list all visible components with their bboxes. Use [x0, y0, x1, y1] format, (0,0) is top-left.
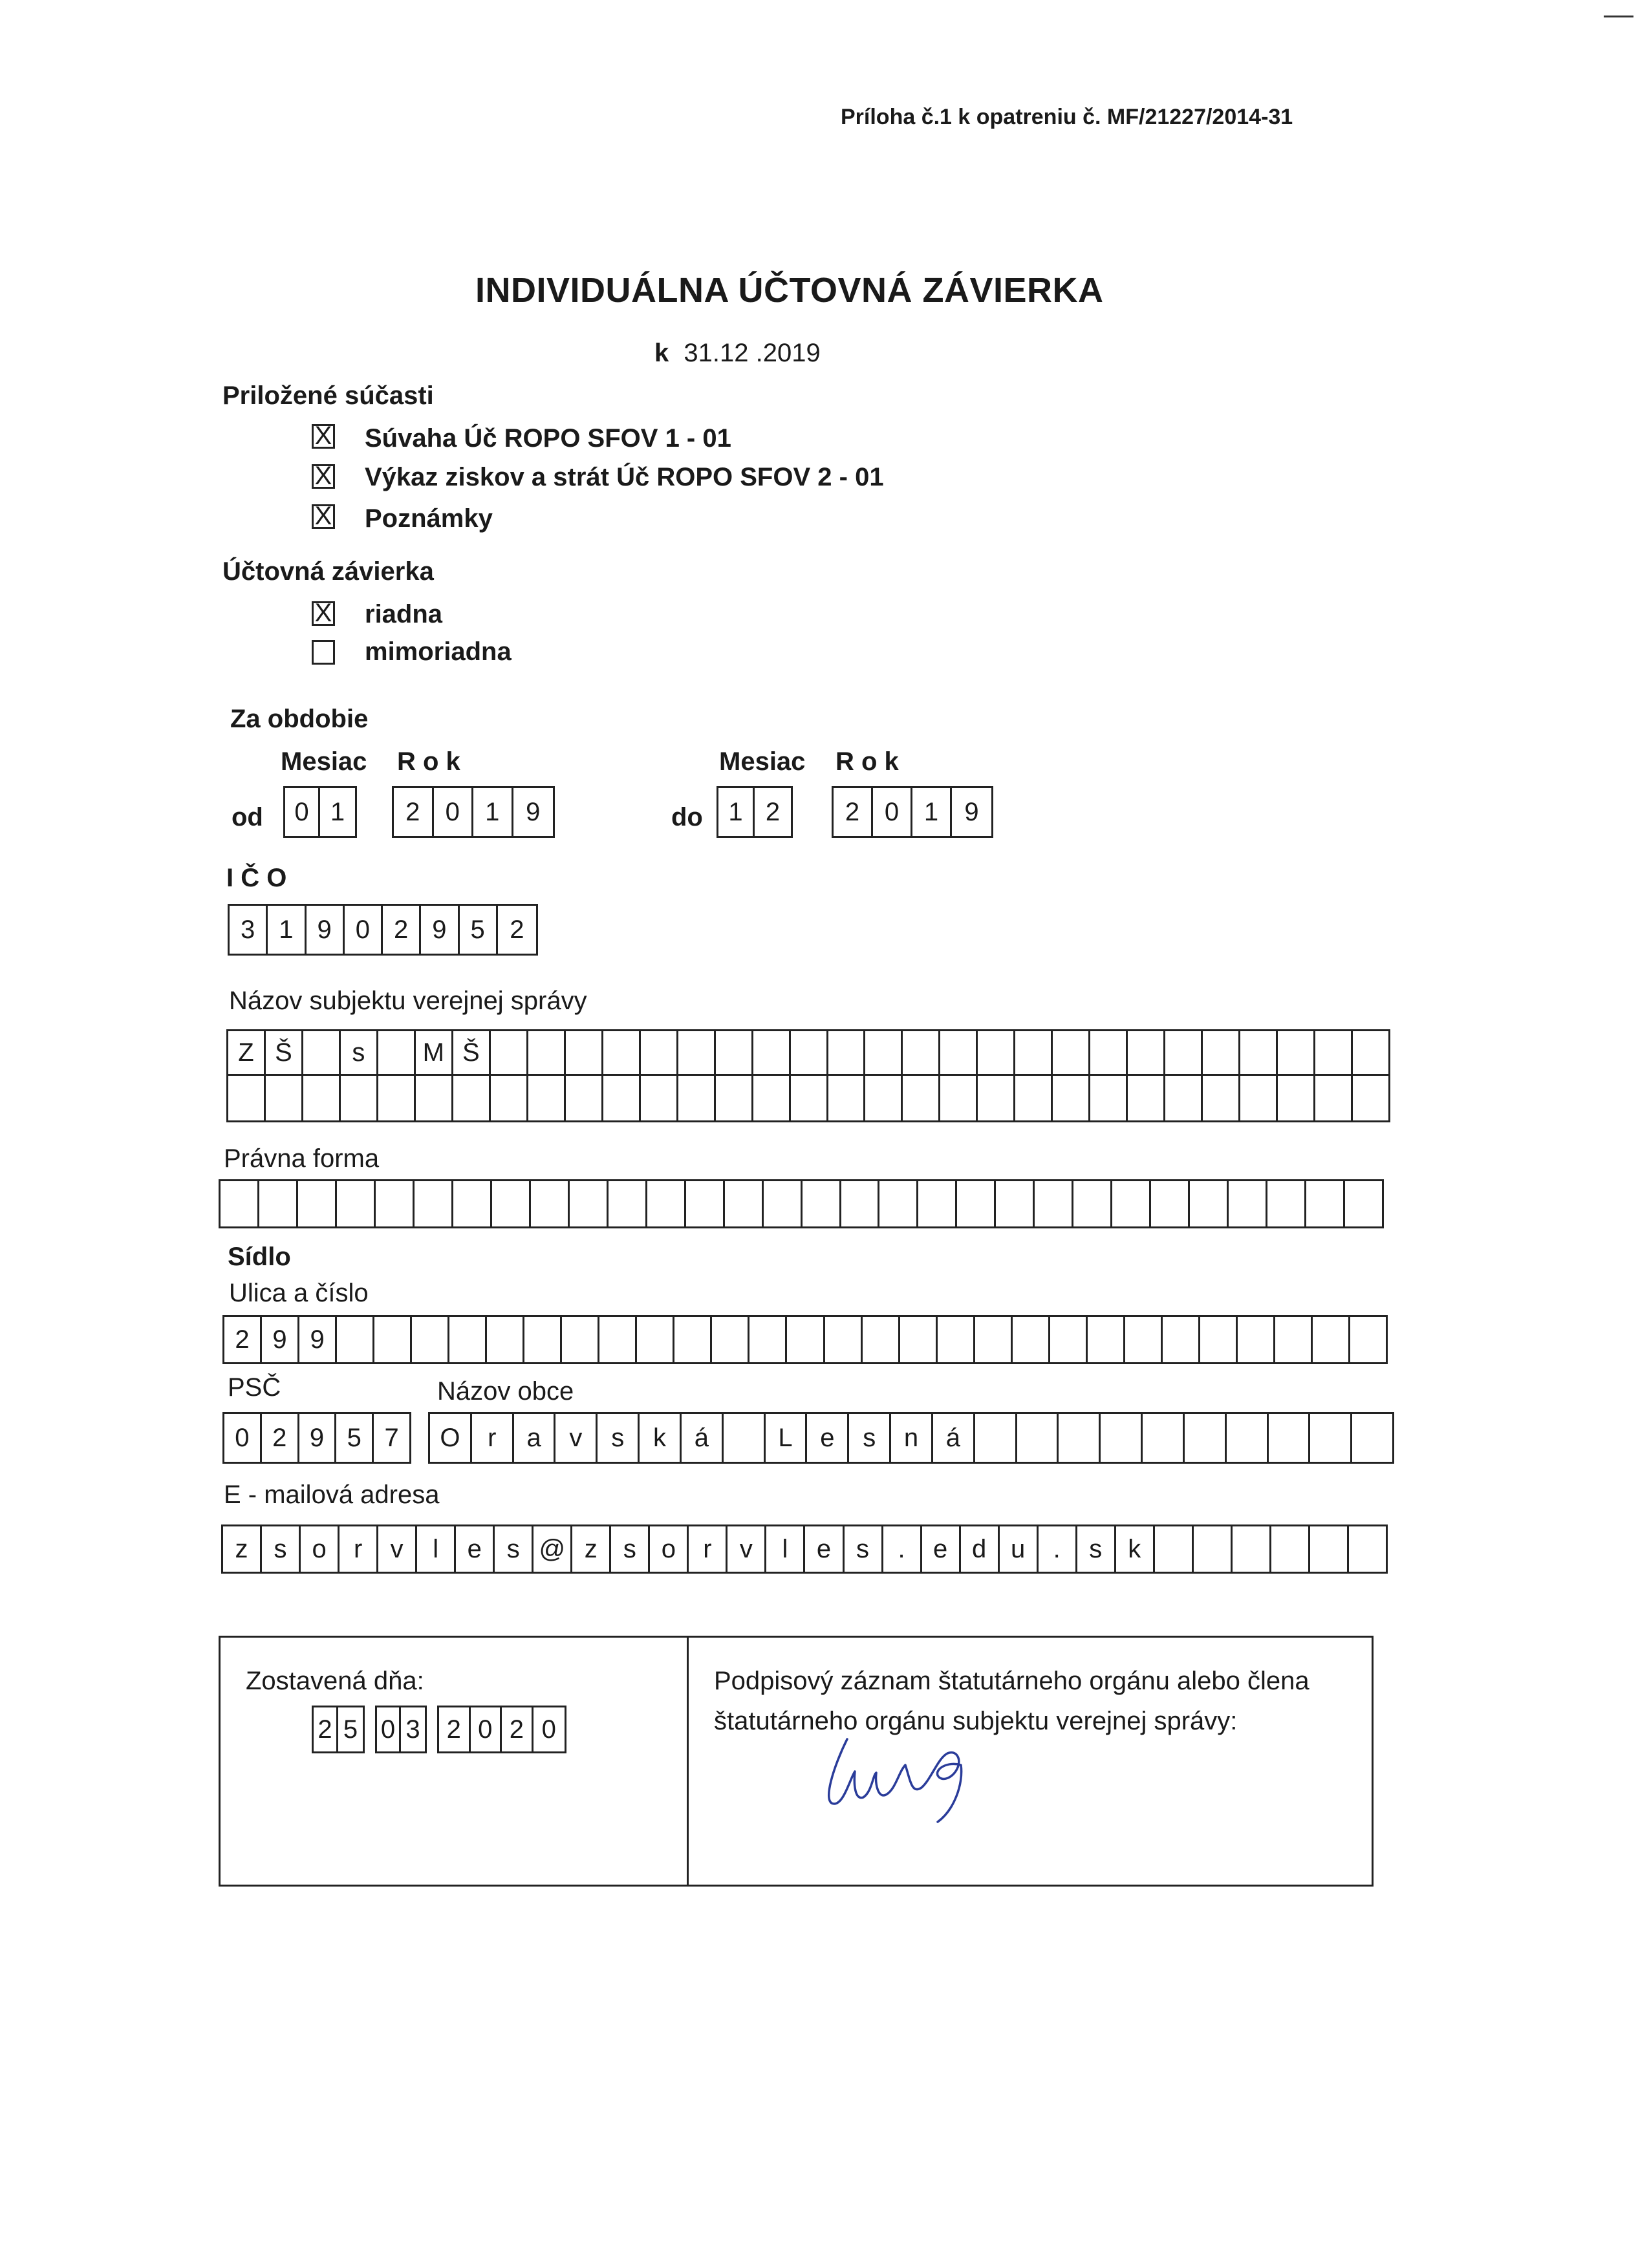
en-row1-cell: Š: [453, 1031, 491, 1074]
em-row-cell: l: [766, 1526, 805, 1572]
date-line: [654, 339, 821, 368]
en-row1-cell: [1203, 1031, 1240, 1074]
em-row-cell: o: [301, 1526, 339, 1572]
ico-digit: 2: [510, 915, 524, 944]
en-row1-cell: [716, 1031, 753, 1074]
en-row2-cell: [1090, 1076, 1128, 1120]
lf-row-cell: [841, 1181, 880, 1226]
psc-row-cell: 0: [224, 1414, 262, 1462]
city-row-cell: [724, 1414, 766, 1462]
st-row-cell: [1088, 1317, 1125, 1362]
signature-label-line-1: Podpisový záznam štatutárneho orgánu alebo člena: [714, 1667, 1310, 1695]
em-row-cell: u: [1000, 1526, 1039, 1572]
compiled-month-digit: 0: [377, 1707, 401, 1751]
compiled-label: Zostavená dňa:: [246, 1667, 424, 1695]
en-row1-cell: [678, 1031, 716, 1074]
ico-digit: 9: [307, 906, 345, 954]
city-row-cell: [1017, 1414, 1059, 1462]
signature-label-line-2: štatutárneho orgánu subjektu verejnej správy:: [714, 1707, 1238, 1735]
en-row2-cell: [865, 1076, 903, 1120]
psc-row-cell: 5: [336, 1414, 374, 1462]
to-month-field[interactable]: [717, 786, 793, 838]
st-row-cell: [1313, 1317, 1350, 1362]
em-row-cell: v: [378, 1526, 417, 1572]
street-field[interactable]: [222, 1315, 1388, 1364]
lf-row-cell: [298, 1181, 337, 1226]
psc-row-cell: 2: [262, 1414, 299, 1462]
city-row-cell: [1310, 1414, 1352, 1462]
em-row-cell: r: [689, 1526, 727, 1572]
lf-row-cell: [1306, 1181, 1345, 1226]
psc-label: PSČ: [228, 1373, 281, 1402]
city-row-cell: á: [682, 1414, 724, 1462]
city-row-cell: s: [598, 1414, 640, 1462]
city-row-cell: [1352, 1414, 1392, 1462]
em-row-cell: .: [883, 1526, 922, 1572]
em-row-cell: s: [262, 1526, 301, 1572]
em-row-cell: [1233, 1526, 1271, 1572]
en-row2-cell: [753, 1076, 791, 1120]
em-row-cell: l: [417, 1526, 456, 1572]
em-row-cell: s: [495, 1526, 534, 1572]
lf-row-cell: [957, 1181, 996, 1226]
en-row1-cell: [1278, 1031, 1315, 1074]
period-heading: Za obdobie: [230, 705, 369, 733]
em-row-cell: e: [805, 1526, 844, 1572]
en-row2-cell: [1165, 1076, 1203, 1120]
city-row-cell: a: [514, 1414, 556, 1462]
statement-type-heading: Účtovná závierka: [222, 557, 434, 586]
city-row-cell: O: [430, 1414, 472, 1462]
lf-row-cell: [1035, 1181, 1073, 1226]
en-row2-cell: [491, 1076, 528, 1120]
en-row2-cell: [1353, 1076, 1388, 1120]
compiled-year-field[interactable]: [437, 1706, 566, 1753]
en-row2-cell: [566, 1076, 603, 1120]
city-row-cell: [1227, 1414, 1269, 1462]
city-row-cell: á: [933, 1414, 975, 1462]
from-year-digit: 0: [434, 788, 474, 836]
st-row-cell: [449, 1317, 487, 1362]
en-row1-cell: [1315, 1031, 1353, 1074]
lf-row-cell: [376, 1181, 415, 1226]
st-row-cell: 9: [299, 1317, 337, 1362]
compiled-year-digit: 2: [439, 1707, 471, 1751]
checkbox-regular[interactable]: X: [312, 601, 335, 626]
compiled-month-digit: 3: [405, 1715, 420, 1744]
page-title: INDIVIDUÁLNA ÚČTOVNÁ ZÁVIERKA: [475, 271, 1104, 310]
annex-reference: Príloha č.1 k opatreniu č. MF/21227/2014-31: [841, 105, 1293, 129]
en-row1-cell: [491, 1031, 528, 1074]
handwritten-signature: [808, 1720, 1002, 1830]
en-row2-cell: [641, 1076, 678, 1120]
en-row2-cell: [1315, 1076, 1353, 1120]
em-row-cell: s: [845, 1526, 883, 1572]
lf-row-cell: [492, 1181, 531, 1226]
label-notes: Poznámky: [365, 504, 493, 533]
city-row-cell: [1059, 1414, 1101, 1462]
label-profit-loss: Výkaz ziskov a strát Úč ROPO SFOV 2 - 01: [365, 463, 884, 491]
en-row2-cell: [903, 1076, 940, 1120]
st-row-cell: [1163, 1317, 1200, 1362]
city-row-cell: s: [849, 1414, 891, 1462]
st-row-cell: [337, 1317, 374, 1362]
entity-name-row-2[interactable]: [226, 1076, 1390, 1122]
en-row2-cell: [678, 1076, 716, 1120]
en-row2-cell: [266, 1076, 303, 1120]
from-year-digit: 9: [526, 797, 541, 826]
city-row-cell: [975, 1414, 1017, 1462]
lf-row-cell: [1073, 1181, 1112, 1226]
en-row2-cell: [603, 1076, 641, 1120]
date-value: 31.12 .2019: [684, 339, 821, 367]
city-row-cell: [1143, 1414, 1185, 1462]
en-row2-cell: [1053, 1076, 1090, 1120]
lf-row-cell: [879, 1181, 918, 1226]
city-row-cell: k: [640, 1414, 682, 1462]
st-row-cell: [562, 1317, 599, 1362]
lf-row-cell: [337, 1181, 376, 1226]
en-row1-cell: [603, 1031, 641, 1074]
st-row-cell: [1050, 1317, 1088, 1362]
st-row-cell: [374, 1317, 412, 1362]
entity-name-label: Názov subjektu verejnej správy: [229, 987, 587, 1015]
lf-row-cell: [647, 1181, 686, 1226]
compiled-day-field[interactable]: [312, 1706, 365, 1753]
from-year-digit: 2: [394, 788, 434, 836]
st-row-cell: [900, 1317, 938, 1362]
en-row2-cell: [1278, 1076, 1315, 1120]
city-row-cell: L: [766, 1414, 808, 1462]
en-row2-cell: [1203, 1076, 1240, 1120]
lf-row-cell: [1151, 1181, 1190, 1226]
checkbox-profit-loss[interactable]: X: [312, 464, 335, 489]
date-prefix: k: [654, 339, 669, 367]
en-row2-cell: [416, 1076, 453, 1120]
st-row-cell: [1350, 1317, 1386, 1362]
st-row-cell: [863, 1317, 900, 1362]
en-row1-cell: [828, 1031, 866, 1074]
seat-heading: Sídlo: [228, 1243, 291, 1271]
en-row1-cell: M: [416, 1031, 453, 1074]
em-row-cell: [1155, 1526, 1194, 1572]
st-row-cell: [1125, 1317, 1163, 1362]
compiled-day-digit: 5: [343, 1715, 358, 1744]
lf-row-cell: [609, 1181, 647, 1226]
legal-form-label: Právna forma: [224, 1144, 380, 1173]
en-row2-cell: [978, 1076, 1015, 1120]
en-row1-cell: [753, 1031, 791, 1074]
to-year-digit: 9: [964, 797, 979, 826]
en-row1-cell: Š: [266, 1031, 303, 1074]
label-balance-sheet: Súvaha Úč ROPO SFOV 1 - 01: [365, 424, 731, 453]
lf-row-cell: [1112, 1181, 1151, 1226]
en-row1-cell: s: [341, 1031, 378, 1074]
em-row-cell: [1349, 1526, 1386, 1572]
em-row-cell: z: [223, 1526, 262, 1572]
st-row-cell: [524, 1317, 562, 1362]
st-row-cell: 2: [224, 1317, 262, 1362]
checkbox-balance-sheet[interactable]: X: [312, 424, 335, 449]
en-row2-cell: [828, 1076, 866, 1120]
st-row-cell: [825, 1317, 863, 1362]
en-row1-cell: [566, 1031, 603, 1074]
en-row1-cell: [1128, 1031, 1165, 1074]
ico-digit: 9: [421, 906, 459, 954]
lf-row-cell: [453, 1181, 492, 1226]
compiled-year-digit: 0: [471, 1707, 502, 1751]
lf-row-cell: [686, 1181, 725, 1226]
em-row-cell: e: [456, 1526, 495, 1572]
label-regular: riadna: [365, 600, 443, 628]
st-row-cell: [1200, 1317, 1238, 1362]
em-row-cell: @: [534, 1526, 572, 1572]
en-row2-cell: [940, 1076, 978, 1120]
ico-digit: 2: [383, 906, 421, 954]
city-row-cell: [1185, 1414, 1227, 1462]
em-row-cell: e: [922, 1526, 961, 1572]
en-row2-cell: [453, 1076, 491, 1120]
en-row1-cell: [1015, 1031, 1053, 1074]
en-row2-cell: [1240, 1076, 1278, 1120]
en-row1-cell: [378, 1031, 416, 1074]
ico-label: I Č O: [226, 864, 287, 892]
city-row-cell: [1269, 1414, 1311, 1462]
from-year-field[interactable]: [392, 786, 555, 838]
em-row-cell: [1310, 1526, 1349, 1572]
st-row-cell: [938, 1317, 975, 1362]
st-row-cell: [975, 1317, 1013, 1362]
en-row2-cell: [378, 1076, 416, 1120]
street-label: Ulica a číslo: [229, 1279, 369, 1307]
st-row-cell: [599, 1317, 637, 1362]
to-year-label: R o k: [835, 747, 899, 776]
lf-row-cell: [221, 1181, 259, 1226]
email-field[interactable]: [221, 1524, 1388, 1574]
en-row2-cell: [341, 1076, 378, 1120]
lf-row-cell: [1345, 1181, 1382, 1226]
en-row2-cell: [303, 1076, 341, 1120]
from-month-digit: 0: [285, 788, 320, 836]
psc-row-cell: 9: [299, 1414, 337, 1462]
from-month-label: Mesiac: [281, 747, 367, 776]
label-extraordinary: mimoriadna: [365, 637, 512, 666]
entity-name-row-1[interactable]: [226, 1029, 1390, 1076]
to-year-digit: 2: [834, 788, 873, 836]
en-row1-cell: [303, 1031, 341, 1074]
from-month-digit: 1: [330, 797, 345, 826]
en-row1-cell: [940, 1031, 978, 1074]
compiled-year-digit: 2: [502, 1707, 534, 1751]
city-row-cell: v: [555, 1414, 598, 1462]
from-label: od: [232, 803, 263, 831]
en-row2-cell: [528, 1076, 566, 1120]
st-row-cell: [487, 1317, 524, 1362]
st-row-cell: [1238, 1317, 1275, 1362]
ico-digit: 0: [345, 906, 383, 954]
st-row-cell: 9: [262, 1317, 299, 1362]
em-row-cell: o: [650, 1526, 689, 1572]
email-label: E - mailová adresa: [224, 1481, 440, 1509]
lf-row-cell: [1190, 1181, 1229, 1226]
st-row-cell: [637, 1317, 674, 1362]
em-row-cell: k: [1116, 1526, 1155, 1572]
st-row-cell: [412, 1317, 449, 1362]
em-row-cell: r: [339, 1526, 378, 1572]
to-month-label: Mesiac: [719, 747, 806, 776]
checkbox-extraordinary[interactable]: [312, 640, 335, 665]
en-row1-cell: [1165, 1031, 1203, 1074]
lf-row-cell: [1229, 1181, 1267, 1226]
en-row1-cell: [528, 1031, 566, 1074]
en-row1-cell: [1240, 1031, 1278, 1074]
en-row2-cell: [1015, 1076, 1053, 1120]
em-row-cell: z: [572, 1526, 611, 1572]
lf-row-cell: [725, 1181, 764, 1226]
from-month-field[interactable]: [283, 786, 357, 838]
em-row-cell: d: [961, 1526, 1000, 1572]
to-year-field[interactable]: [832, 786, 993, 838]
lf-row-cell: [415, 1181, 453, 1226]
legal-form-field[interactable]: [219, 1179, 1384, 1228]
st-row-cell: [712, 1317, 749, 1362]
em-row-cell: [1271, 1526, 1310, 1572]
en-row1-cell: [865, 1031, 903, 1074]
ico-digit: 1: [268, 906, 306, 954]
em-row-cell: .: [1039, 1526, 1077, 1572]
ico-digit: 5: [460, 906, 498, 954]
en-row1-cell: [1353, 1031, 1388, 1074]
checkbox-notes[interactable]: X: [312, 504, 335, 529]
st-row-cell: [749, 1317, 787, 1362]
en-row1-cell: [641, 1031, 678, 1074]
en-row2-cell: [228, 1076, 266, 1120]
psc-field[interactable]: [222, 1412, 411, 1464]
compiled-year-digit: 0: [541, 1715, 556, 1744]
from-year-label: R o k: [397, 747, 460, 776]
em-row-cell: [1194, 1526, 1233, 1572]
ico-field[interactable]: [228, 904, 538, 956]
ico-digit: 3: [230, 906, 268, 954]
lf-row-cell: [764, 1181, 803, 1226]
lf-row-cell: [918, 1181, 957, 1226]
psc-row-cell: 7: [384, 1423, 399, 1452]
signature-divider: [687, 1636, 689, 1887]
scan-mark: [1604, 16, 1633, 17]
city-row-cell: [1101, 1414, 1143, 1462]
en-row1-cell: [978, 1031, 1015, 1074]
lf-row-cell: [259, 1181, 298, 1226]
em-row-cell: v: [727, 1526, 766, 1572]
city-row-cell: n: [891, 1414, 933, 1462]
en-row1-cell: [1090, 1031, 1128, 1074]
lf-row-cell: [570, 1181, 609, 1226]
to-year-digit: 1: [912, 788, 952, 836]
city-row-cell: e: [807, 1414, 849, 1462]
lf-row-cell: [996, 1181, 1035, 1226]
en-row1-cell: [903, 1031, 940, 1074]
to-month-digit: 1: [718, 788, 755, 836]
to-year-digit: 0: [873, 788, 912, 836]
city-field[interactable]: [428, 1412, 1394, 1464]
en-row1-cell: [791, 1031, 828, 1074]
em-row-cell: s: [611, 1526, 650, 1572]
en-row2-cell: [791, 1076, 828, 1120]
en-row2-cell: [716, 1076, 753, 1120]
st-row-cell: [1013, 1317, 1050, 1362]
from-year-digit: 1: [473, 788, 513, 836]
lf-row-cell: [803, 1181, 841, 1226]
city-label: Názov obce: [437, 1377, 574, 1406]
lf-row-cell: [531, 1181, 570, 1226]
to-label: do: [671, 803, 703, 831]
en-row1-cell: Z: [228, 1031, 266, 1074]
em-row-cell: s: [1077, 1526, 1116, 1572]
en-row2-cell: [1128, 1076, 1165, 1120]
st-row-cell: [1275, 1317, 1313, 1362]
compiled-day-digit: 2: [314, 1707, 338, 1751]
city-row-cell: r: [472, 1414, 514, 1462]
lf-row-cell: [1267, 1181, 1306, 1226]
en-row1-cell: [1053, 1031, 1090, 1074]
to-month-digit: 2: [765, 797, 781, 826]
st-row-cell: [674, 1317, 712, 1362]
compiled-month-field[interactable]: [375, 1706, 427, 1753]
st-row-cell: [787, 1317, 824, 1362]
attached-heading: Priložené súčasti: [222, 381, 434, 410]
